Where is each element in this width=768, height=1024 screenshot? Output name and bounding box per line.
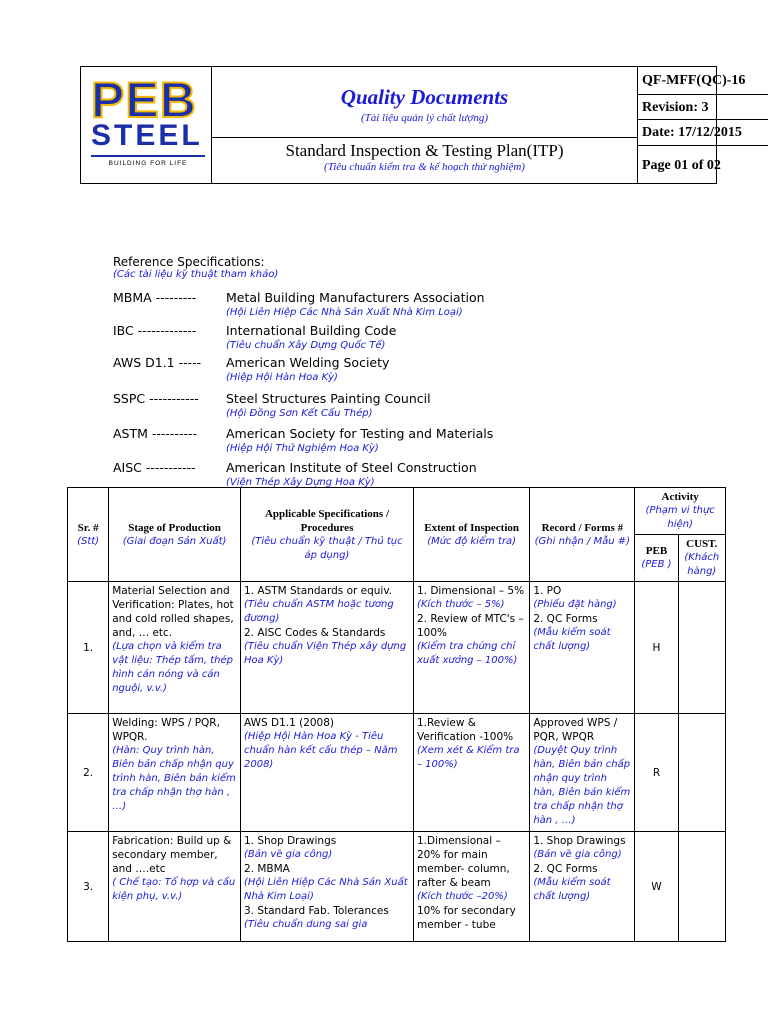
reference-name-vi: (Hiệp Hội Hàn Hoa Kỳ) [226, 372, 338, 383]
col-activity: Activity (Phạm vi thực hiện) [635, 488, 726, 535]
cell-text: Welding: WPS / PQR, WPQR. [112, 717, 220, 743]
references-title: Reference Specifications: [113, 255, 265, 269]
cell-text: 1. PO [533, 585, 562, 597]
cell-record [530, 714, 635, 832]
reference-code: AISC ----------- [113, 460, 196, 475]
header-plan-cell [212, 137, 637, 184]
reference-code: ASTM ---------- [113, 426, 197, 441]
cell-text: 1.Review & Verification -100% [416, 717, 514, 743]
reference-name: International Building Code [226, 323, 397, 338]
cell-text: 1.Dimensional – 20% for main member- column, rafter & beam [416, 835, 510, 889]
reference-name-vi: (Hiệp Hội Thử Nghiệm Hoa Kỳ) [226, 443, 379, 454]
page-number: Page 01 of 02 [638, 145, 768, 184]
cell-text-vi: (Tiêu chuẩn ASTM hoặc tương đương) [243, 599, 394, 624]
cell-text-vi: (Hội Liên Hiệp Các Nhà Sản Xuất Nhà Kim Loại) [243, 877, 408, 902]
cell-sr: 2. [68, 714, 109, 832]
cell-text-vi: (Kích thước –20%) [416, 891, 508, 902]
cell-stage [109, 582, 241, 714]
plan-title: Standard Inspection & Testing Plan(ITP) [285, 141, 564, 160]
plan-title-sub: (Tiêu chuẩn kiểm tra & kế hoạch thử nghiệm) [324, 161, 525, 173]
cell-text: 3. Standard Fab. Tolerances [243, 905, 389, 917]
reference-name: American Society for Testing and Materials [226, 426, 494, 441]
cell-text-vi: (Hàn: Quy trình hàn, Biên bản chấp nhận quy trình hàn, Biên bản kiểm tra chấp nhận thợ hàn , …) [112, 745, 236, 812]
reference-code: MBMA --------- [113, 290, 197, 305]
header-title-cell [212, 67, 637, 138]
doc-code: QF-MFF(QC)-16 [638, 67, 768, 95]
cell-stage [109, 832, 241, 942]
cell-extent [413, 832, 529, 942]
cell-text-vi: ( Chế tạo: Tổ hợp và cấu kiện phụ, v.v.) [112, 877, 236, 902]
reference-name-vi: (Hội Liên Hiệp Các Nhà Sản Xuất Nhà Kim Loại) [226, 307, 463, 318]
cell-text: Material Selection and Verification: Plates, hot and cold rolled shapes, and, … etc. [112, 585, 234, 639]
cell-spec [240, 582, 413, 714]
cell-text: 1. ASTM Standards or equiv. [243, 585, 393, 597]
cell-text: 2. Review of MTC's – 100% [416, 613, 524, 639]
reference-name-vi: (Viện Thép Xây Dựng Hoa Kỳ) [226, 477, 375, 488]
header-right-border [636, 66, 717, 184]
table-header-row [68, 488, 726, 535]
cell-cust [678, 582, 725, 714]
cell-text: 10% for secondary member - tube [416, 905, 516, 931]
cell-spec [240, 714, 413, 832]
cell-text-vi: (Kiểm tra chứng chỉ xuất xưởng – 100%) [416, 641, 518, 666]
references-title-sub: (Các tài liệu kỹ thuật tham khảo) [113, 269, 279, 280]
cell-text: 1. Dimensional – 5% [416, 585, 525, 597]
col-record: Record / Forms # (Ghi nhận / Mẫu #) [530, 488, 635, 582]
col-extent: Extent of Inspection (Mức độ kiểm tra) [413, 488, 529, 582]
table-row [68, 832, 726, 942]
cell-text-vi: (Bản vẽ gia công) [533, 849, 622, 860]
logo-steel-text: STEEL [91, 119, 203, 152]
table-row [68, 582, 726, 714]
cell-sr: 1. [68, 582, 109, 714]
cell-cust [678, 714, 725, 832]
cell-text-vi: (Lựa chọn và kiểm tra vật liệu: Thép tấm, thép hình cán nóng và cán nguội, v.v.) [112, 641, 233, 694]
cell-record [530, 832, 635, 942]
cell-text-vi: (Kích thước – 5%) [416, 599, 505, 610]
itp-table [67, 487, 726, 942]
cell-text: Approved WPS / PQR, WPQR [533, 717, 618, 743]
company-logo [81, 67, 212, 184]
document-header [80, 66, 746, 184]
cell-text: Fabrication: Build up & secondary member, and ….etc [112, 835, 232, 875]
col-stage: Stage of Production (Giai đoạn Sản Xuất) [109, 488, 241, 582]
cell-text: 2. QC Forms [533, 863, 598, 875]
revision: Revision: 3 [638, 95, 768, 120]
col-spec: Applicable Specifications / Procedures (Tiêu chuẩn kỹ thuật / Thủ tục áp dụng) [240, 488, 413, 582]
cell-text-vi: (Xem xét & Kiểm tra – 100%) [416, 745, 520, 770]
reference-code: AWS D1.1 ----- [113, 355, 202, 370]
cell-record [530, 582, 635, 714]
cell-peb: R [635, 714, 678, 832]
logo-divider [91, 155, 205, 157]
cell-text: 1. Shop Drawings [243, 835, 337, 847]
reference-name: American Institute of Steel Construction [226, 460, 477, 475]
reference-name: American Welding Society [226, 355, 390, 370]
reference-code: SSPC ----------- [113, 391, 199, 406]
cell-text-vi: (Bản vẽ gia công) [243, 849, 333, 860]
col-peb: PEB (PEB ) [635, 535, 678, 582]
cell-stage [109, 714, 241, 832]
col-sr: Sr. # (Stt) [68, 488, 109, 582]
doc-date: Date: 17/12/2015 [642, 125, 742, 140]
cell-text-vi: (Tiêu chuẩn dung sai gia [243, 919, 368, 930]
reference-name-vi: (Hội Đồng Sơn Kết Cấu Thép) [226, 408, 373, 419]
cell-extent [413, 582, 529, 714]
cell-peb: W [635, 832, 678, 942]
logo-tagline: BUILDING FOR LIFE [108, 160, 188, 167]
document-title: Quality Documents [340, 85, 509, 109]
cell-text: 2. QC Forms [533, 613, 598, 625]
reference-name: Metal Building Manufacturers Association [226, 290, 485, 305]
cell-text: 1. Shop Drawings [533, 835, 626, 847]
cell-text: 2. MBMA [243, 863, 290, 875]
cell-sr: 3. [68, 832, 109, 942]
table-row [68, 714, 726, 832]
cell-text-vi: (Mẫu kiểm soát chất lượng) [533, 877, 611, 902]
cell-peb: H [635, 582, 678, 714]
cell-text-vi: (Tiêu chuẩn Viện Thép xây dựng Hoa Kỳ) [243, 641, 407, 666]
reference-name-vi: (Tiêu chuẩn Xây Dựng Quốc Tế) [226, 340, 386, 351]
reference-name: Steel Structures Painting Council [226, 391, 431, 406]
cell-text: AWS D1.1 (2008) [243, 717, 335, 729]
cell-spec [240, 832, 413, 942]
cell-cust [678, 832, 725, 942]
reference-specifications [113, 255, 494, 488]
cell-text-vi: (Hiệp Hội Hàn Hoa Kỳ - Tiêu chuẩn hàn kết cấu thép – Năm 2008) [243, 731, 398, 770]
reference-code: IBC ------------- [113, 323, 197, 338]
cell-text: 2. AISC Codes & Standards [243, 627, 386, 639]
cell-text-vi: (Phiếu đặt hàng) [533, 599, 617, 610]
document-title-sub: (Tài liệu quản lý chất lượng) [360, 112, 489, 124]
col-cust: CUST. (Khách hàng) [678, 535, 725, 582]
logo-peb-text: PEB [91, 72, 197, 128]
cell-text-vi: (Mẫu kiểm soát chất lượng) [533, 627, 611, 652]
itp-table-body [68, 582, 726, 942]
cell-text-vi: (Duyệt Quy trình hàn, Biên bản chấp nhận quy trình hàn, Biên bản kiểm tra chấp nhận thợ hàn , …) [533, 745, 631, 826]
cell-extent [413, 714, 529, 832]
